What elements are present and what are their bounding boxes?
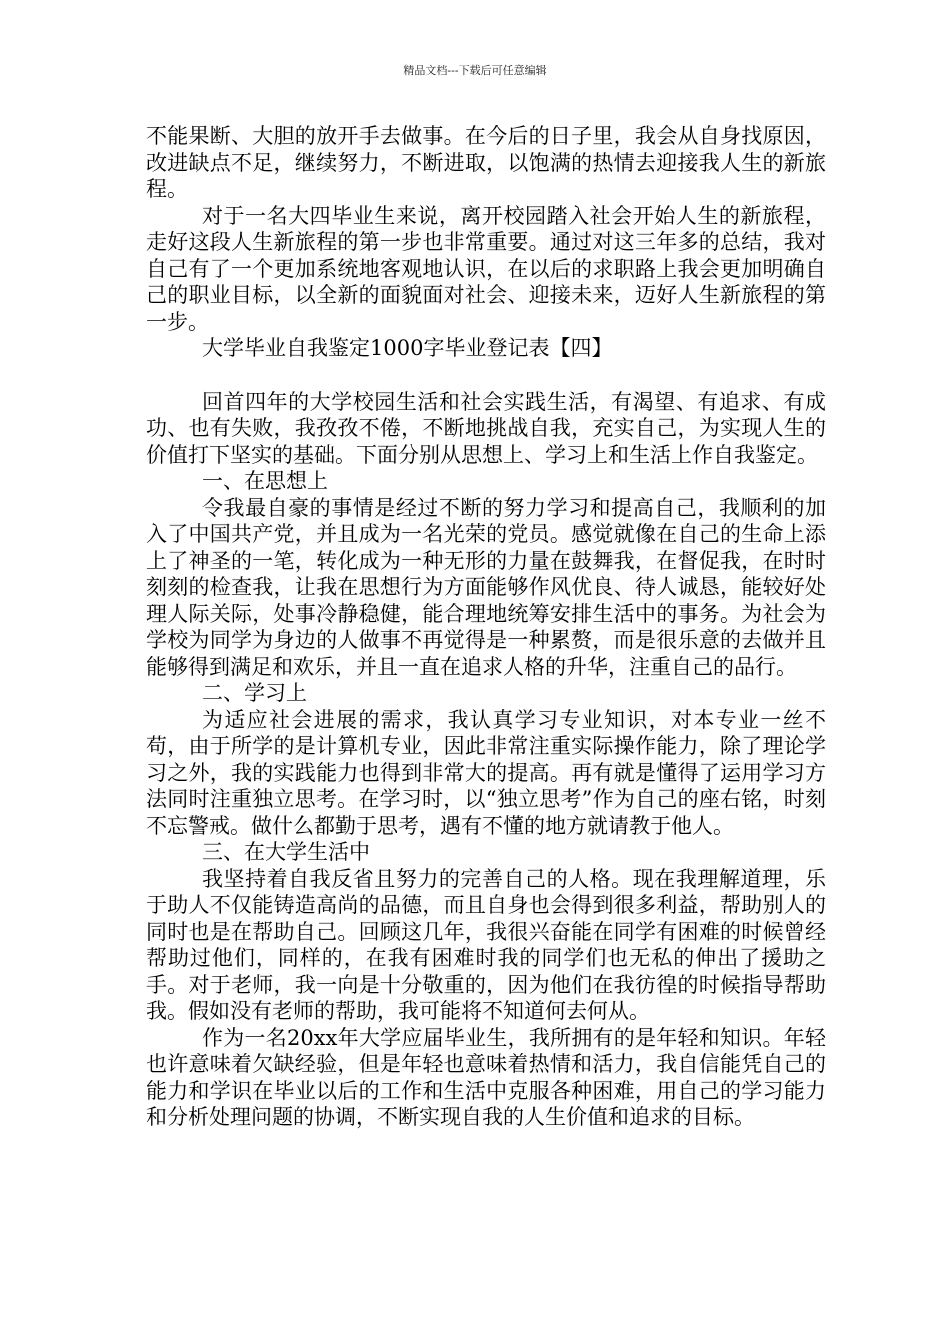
heading-ideology: 一、在思想上 [202, 469, 328, 493]
paragraph-study: 为适应社会进展的需求，我认真学习专业知识，对本专业一丝不苟，由于所学的是计算机专业，因此非常注重实际操作能力，除了理论学习之外，我的实践能力也得到非常大的提高。再有就是懂得了运用学习方法同时注重独立思考。在学习时，以“独立思考”作为自己的座右铭，时刻不忘警戒。做什么都勤于思考，遇有不懂的地方就请教于他人。 [146, 707, 826, 838]
blank-line [146, 362, 826, 389]
page-header: 精品文档---下载后可任意编辑 [403, 64, 547, 77]
paragraph-graduate-reflection: 对于一名大四毕业生来说，离开校园踏入社会开始人生的新旅程，走好这段人生新旅程的第一步也非常重要。通过对这三年多的总结，我对自己有了一个更加系统地客观地认识，在以后的求职路上我会更加明确自己的职业目标，以全新的面貌面对社会、迎接未来，迈好人生新旅程的第一步。 [146, 203, 826, 334]
heading-campus-life: 三、在大学生活中 [202, 840, 370, 864]
paragraph-ideology: 令我最自豪的事情是经过不断的努力学习和提高自己，我顺利的加入了中国共产党，并且成为一名光荣的党员。感觉就像在自己的生命上添上了神圣的一笔，转化成为一种无形的力量在鼓舞我，在督促我，在时时刻刻的检查我，让我在思想行为方面能够作风优良、待人诚恳，能较好处理人际关际，处事冷静稳健，能合理地统筹安排生活中的事务。为社会为学校为同学为身边的人做事不再觉得是一种累赘，而是很乐意的去做并且能够得到满足和欢乐，并且一直在追求人格的升华，注重自己的品行。 [146, 495, 826, 679]
section-title: 大学毕业自我鉴定1000字毕业登记表【四】 [202, 336, 613, 360]
paragraph-continuation: 不能果断、大胆的放开手去做事。在今后的日子里，我会从自身找原因，改进缺点不足，继续努力，不断进取，以饱满的热情去迎接我人生的新旅程。 [146, 124, 826, 201]
heading-study: 二、学习上 [202, 681, 307, 705]
paragraph-conclusion: 作为一名20xx年大学应届毕业生，我所拥有的是年轻和知识。年轻也许意味着欠缺经验，但是年轻也意味着热情和活力，我自信能凭自己的能力和学识在毕业以后的工作和生活中克服各种困难，用自己的学习能力和分析处理问题的协调，不断实现自我的人生价值和追求的目标。 [146, 1025, 826, 1129]
paragraph-campus-life: 我坚持着自我反省且努力的完善自己的人格。现在我理解道理，乐于助人不仅能铸造高尚的品德，而且自身也会得到很多利益，帮助别人的同时也是在帮助自己。回顾这几年，我很兴奋能在同学有困难的时候曾经帮助过他们，同样的，在我有困难时我的同学们也无私的伸出了援助之手。对于老师，我一向是十分敬重的，因为他们在我彷徨的时候指导帮助我。假如没有老师的帮助，我可能将不知道何去何从。 [146, 866, 826, 1023]
paragraph-intro: 回首四年的大学校园生活和社会实践生活，有渴望、有追求、有成功、也有失败，我孜孜不倦，不断地挑战自我，充实自己，为实现人生的价值打下坚实的基础。下面分别从思想上、学习上和生活上作自我鉴定。 [146, 389, 826, 467]
document-body [146, 123, 826, 1131]
